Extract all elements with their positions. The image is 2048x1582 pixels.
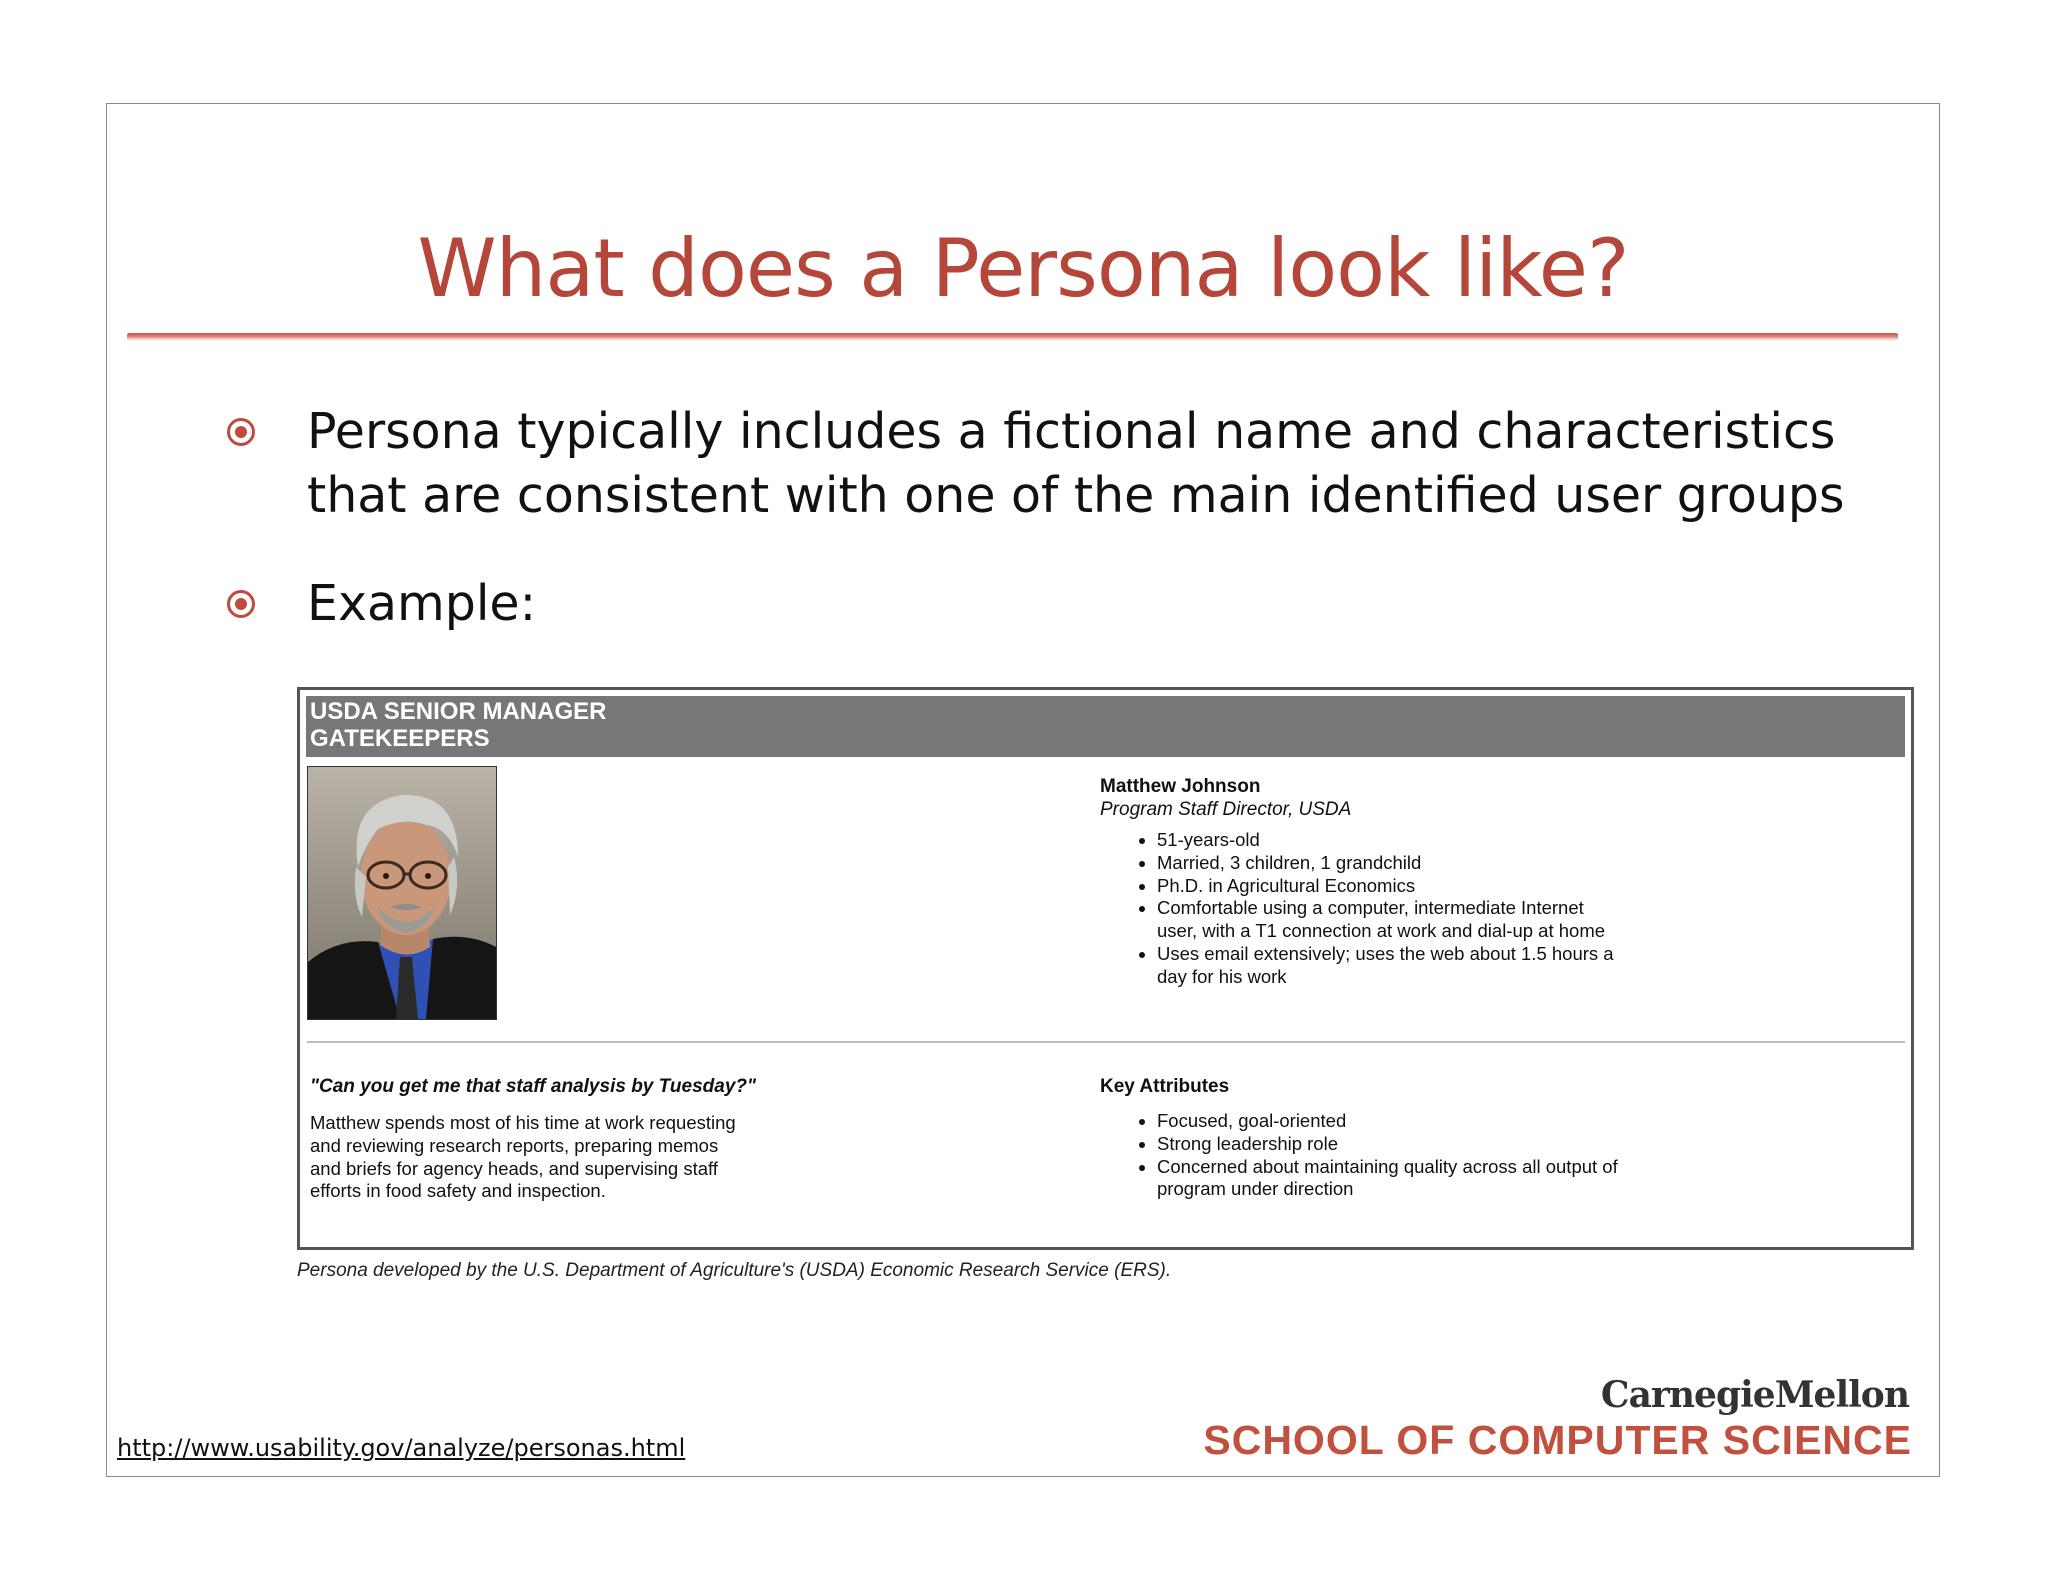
bullet-icon <box>227 590 255 618</box>
bullet-item <box>227 400 1867 530</box>
list-item: • 51-years-old <box>1157 829 1620 852</box>
list-item: • Ph.D. in Agricultural Economics <box>1157 875 1620 898</box>
header-line: GATEKEEPERS <box>310 725 490 752</box>
persona-card-header <box>306 696 1905 757</box>
persona-profile <box>1100 775 1620 989</box>
title-underline <box>127 333 1898 341</box>
list-item: • Comfortable using a computer, intermediate Internet user, with a T1 connection at work and dial-up at home <box>1157 897 1620 943</box>
list-item: • Married, 3 children, 1 grandchild <box>1157 852 1620 875</box>
list-item: • Focused, goal-oriented <box>1157 1110 1637 1133</box>
persona-card <box>297 687 1914 1250</box>
list-item: • Strong leadership role <box>1157 1133 1637 1156</box>
list-item: • Uses email extensively; uses the web about 1.5 hours a day for his work <box>1157 943 1620 989</box>
school-name: SCHOOL OF COMPUTER SCIENCE <box>1203 1417 1912 1463</box>
header-line: USDA SENIOR MANAGER <box>310 698 607 725</box>
persona-description: Matthew spends most of his time at work requesting and reviewing research reports, preparing memos and briefs for agency heads, and supervising staff efforts in food safety and inspection. <box>310 1112 736 1202</box>
persona-name: Matthew Johnson <box>1100 776 1261 797</box>
slide-title: What does a Persona look like? <box>417 222 1629 315</box>
divider <box>307 1041 1905 1043</box>
bullet-icon <box>227 418 255 446</box>
key-attributes-list <box>1100 1110 1637 1201</box>
bullet-item <box>227 572 1867 642</box>
bullet-text: Persona typically includes a fictional name and characteristics that are consistent with one of the main identified user groups <box>307 403 1845 524</box>
key-attributes-title: Key Attributes <box>1100 1076 1230 1097</box>
list-item: • Concerned about maintaining quality across all output of program under direction <box>1157 1156 1637 1202</box>
carnegie-mellon-logo: CarnegieMellon <box>1600 1374 1909 1416</box>
bullet-text: Example: <box>307 575 537 632</box>
persona-role: Program Staff Director, USDA <box>1100 799 1352 820</box>
persona-photo <box>307 766 497 1020</box>
persona-caption: Persona developed by the U.S. Department of Agriculture's (USDA) Economic Research Service (ERS). <box>297 1260 1172 1281</box>
source-link[interactable]: http://www.usability.gov/analyze/personas.html <box>117 1434 686 1462</box>
persona-quote: "Can you get me that staff analysis by Tuesday?" <box>310 1076 756 1097</box>
persona-facts-list <box>1100 829 1620 989</box>
slide <box>106 103 1940 1477</box>
